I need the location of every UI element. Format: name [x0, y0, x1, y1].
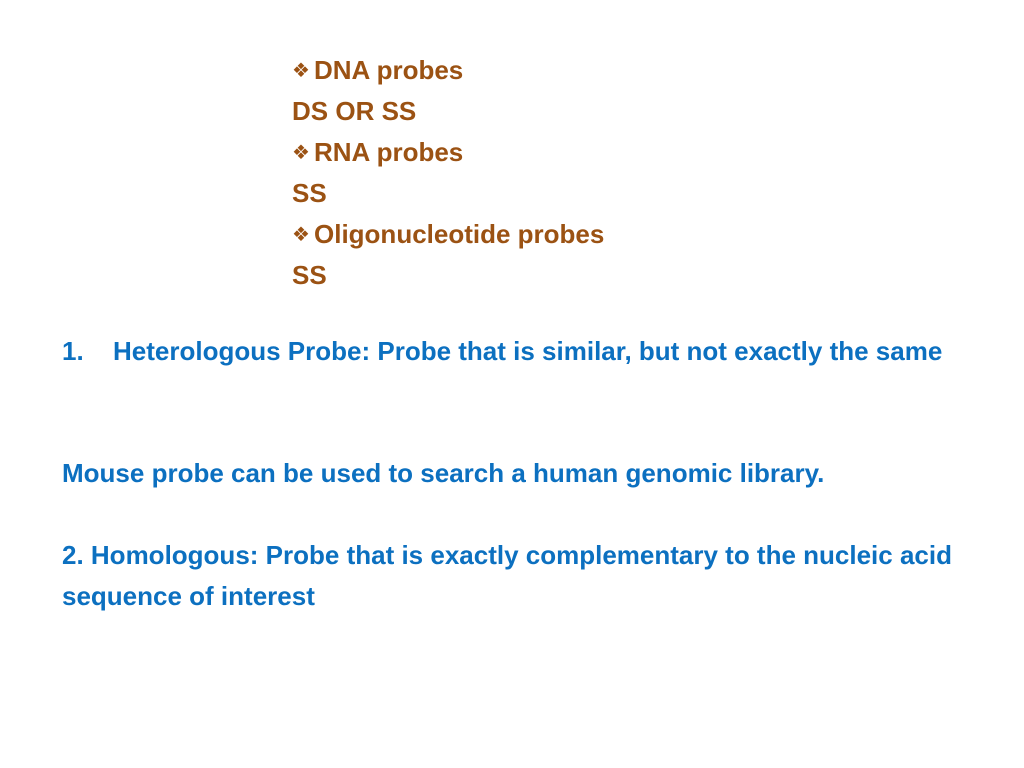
- strand-type-label: SS: [292, 260, 327, 290]
- heterologous-definition: [62, 331, 992, 372]
- strand-type-label: SS: [292, 178, 327, 208]
- homologous-definition: 2. Homologous: Probe that is exactly complementary to the nucleic acid sequence of interest: [62, 540, 952, 611]
- diamond-bullet-icon: ❖: [292, 224, 310, 246]
- mouse-probe-example: Mouse probe can be used to search a human genomic library.: [62, 458, 825, 488]
- diamond-bullet-icon: ❖: [292, 142, 310, 164]
- strand-type: [292, 91, 604, 132]
- probe-type-item: [292, 214, 604, 255]
- heterologous-text: Heterologous Probe: Probe that is similar, but not exactly the same: [113, 336, 943, 366]
- strand-type: [292, 173, 604, 214]
- list-number: 1.: [62, 336, 84, 366]
- probe-types-list: [292, 50, 604, 296]
- strand-type-label: DS OR SS: [292, 96, 417, 126]
- probe-type-item: [292, 132, 604, 173]
- strand-type: [292, 255, 604, 296]
- diamond-bullet-icon: ❖: [292, 60, 310, 82]
- probe-type-label: DNA probes: [314, 55, 464, 85]
- probe-type-label: Oligonucleotide probes: [314, 219, 605, 249]
- probe-type-item: [292, 50, 604, 91]
- probe-type-label: RNA probes: [314, 137, 464, 167]
